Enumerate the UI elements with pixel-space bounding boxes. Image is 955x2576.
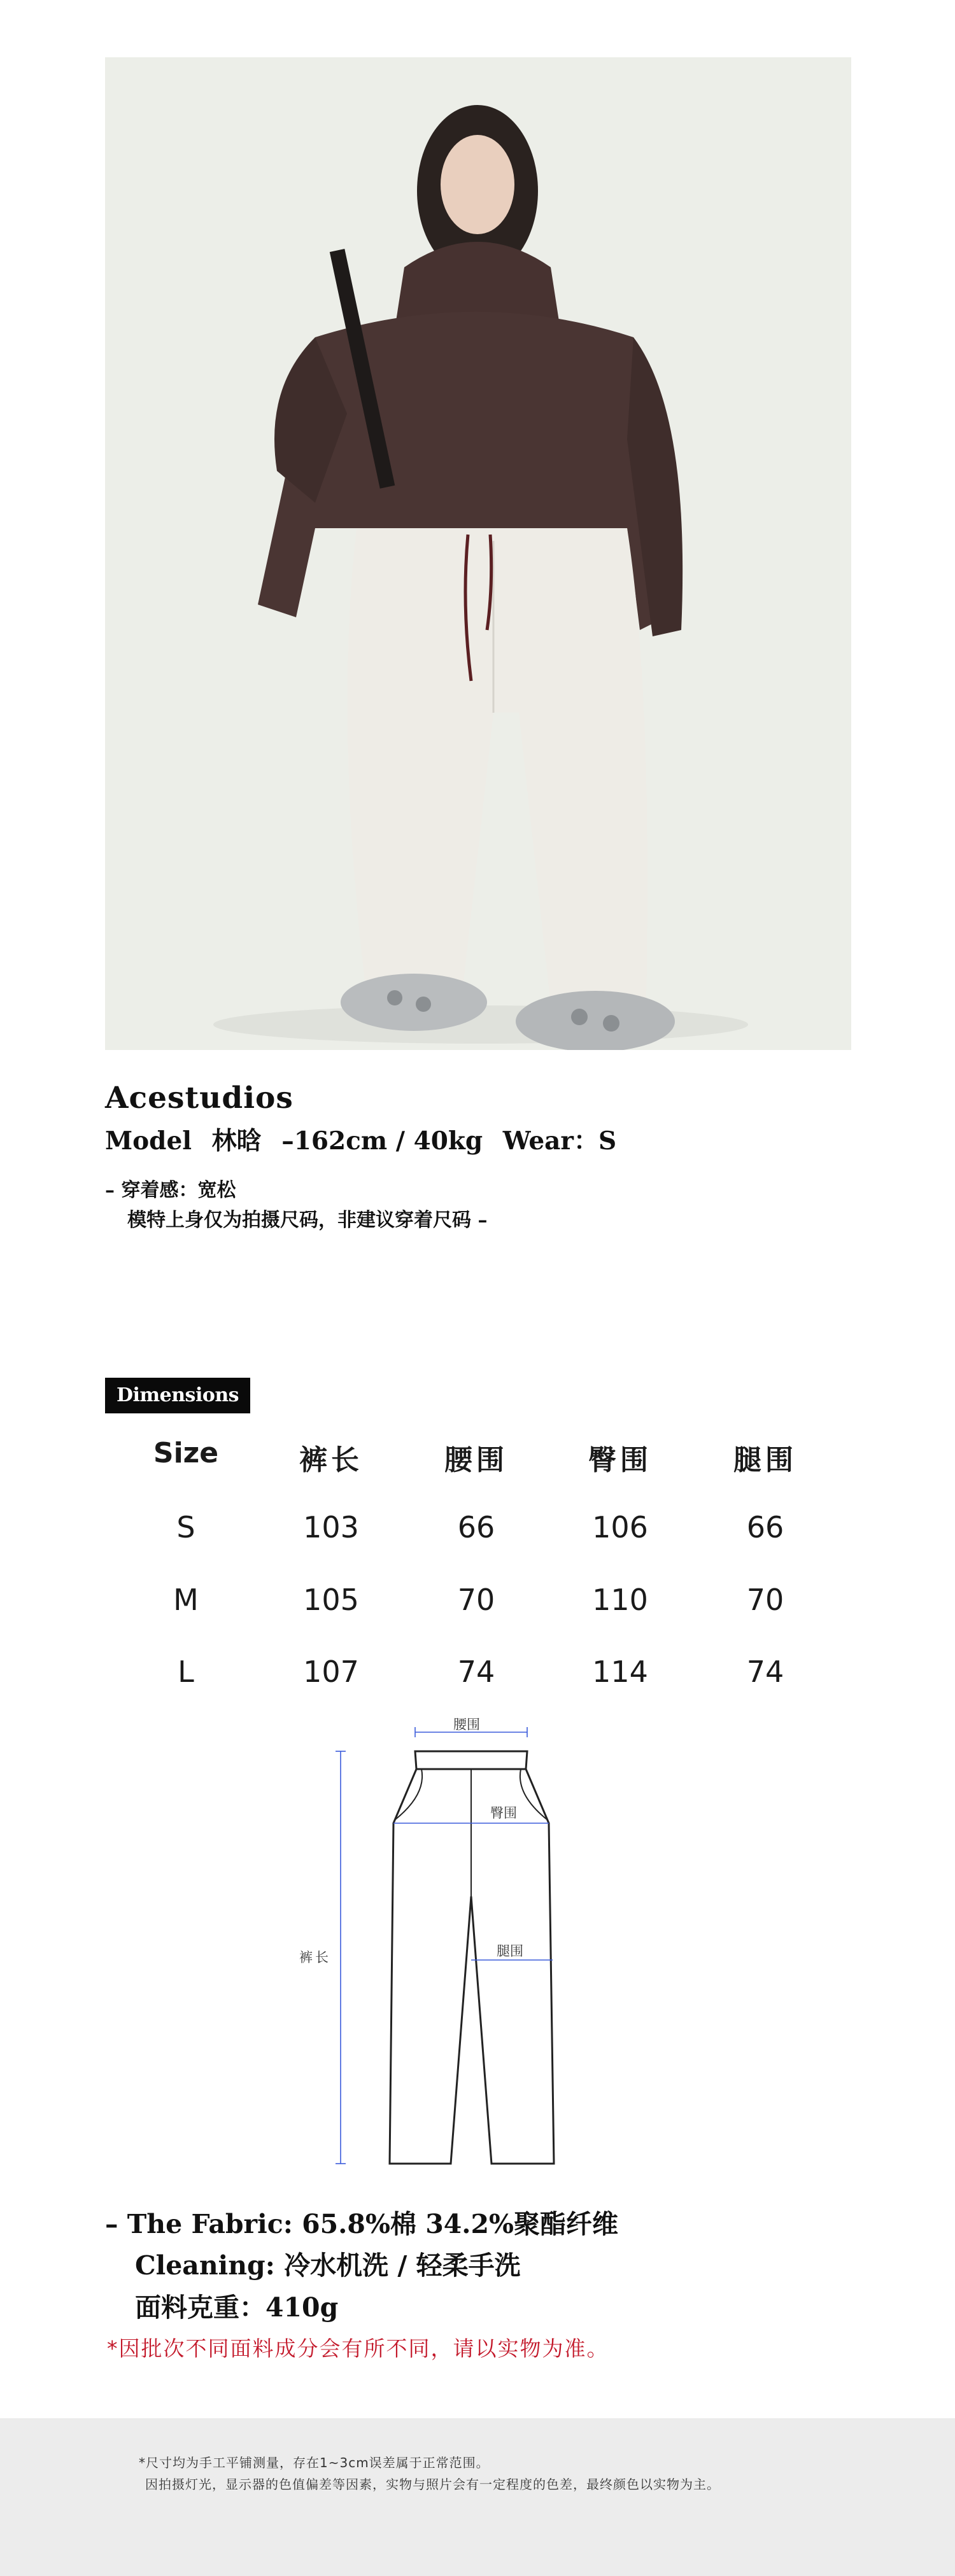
- measurement-diagram: [280, 1705, 598, 2183]
- table-header-hip: 臀围: [588, 1444, 652, 1476]
- table-cell: 66: [746, 1510, 784, 1544]
- table-cell: 70: [457, 1583, 495, 1617]
- table-header-size: Size: [153, 1437, 219, 1469]
- table-header-waist: 腰围: [444, 1444, 508, 1476]
- product-photo: [105, 57, 851, 1050]
- table-header-length: 裤长: [299, 1444, 363, 1476]
- pants-outline-icon: [280, 1705, 598, 2183]
- table-cell: 66: [457, 1510, 495, 1544]
- fabric-composition: – The Fabric: 65.8%棉 34.2%聚酯纤维: [105, 2209, 619, 2239]
- dimensions-tag: Dimensions: [105, 1378, 250, 1413]
- footer-color-note: 因拍摄灯光，显示器的色值偏差等因素，实物与照片会有一定程度的色差，最终颜色以实物为主。: [145, 2477, 720, 2492]
- length-label: 裤长: [299, 1950, 331, 1965]
- table-cell: M: [173, 1583, 199, 1617]
- waist-label: 腰围: [453, 1717, 480, 1732]
- model-wear-size: Wear：S: [502, 1126, 617, 1156]
- model-label: Model: [105, 1126, 192, 1156]
- table-cell: 114: [592, 1655, 648, 1689]
- size-note: 模特上身仅为拍摄尺码，非建议穿着尺码 –: [127, 1209, 488, 1231]
- model-info: [105, 1121, 628, 1157]
- cleaning-instructions: Cleaning: 冷水机洗 / 轻柔手洗: [135, 2250, 521, 2281]
- fabric-weight: 面料克重：410g: [135, 2292, 339, 2323]
- fit-note: – 穿着感：宽松: [105, 1179, 236, 1201]
- table-cell: 74: [457, 1655, 495, 1689]
- table-cell: 107: [303, 1655, 359, 1689]
- model-name: 林晗: [211, 1126, 262, 1156]
- brand-name: Acestudios: [105, 1081, 294, 1116]
- table-cell: 103: [303, 1510, 359, 1544]
- thigh-label: 腿围: [497, 1943, 523, 1959]
- model-wearing-pants-illustration: [105, 57, 851, 1050]
- table-cell: S: [176, 1510, 195, 1544]
- table-cell: 70: [746, 1583, 784, 1617]
- footer-notice: [0, 2418, 955, 2576]
- table-header-thigh: 腿围: [733, 1444, 797, 1476]
- table-cell: 74: [746, 1655, 784, 1689]
- table-cell: L: [178, 1655, 194, 1689]
- footer-measure-note: *尺寸均为手工平铺测量，存在1~3cm误差属于正常范围。: [139, 2455, 490, 2470]
- table-cell: 110: [592, 1583, 648, 1617]
- batch-warning: *因批次不同面料成分会有所不同，请以实物为准。: [107, 2336, 609, 2361]
- table-cell: 106: [592, 1510, 648, 1544]
- table-cell: 105: [303, 1583, 359, 1617]
- hip-label: 臀围: [490, 1805, 517, 1821]
- model-stats: –162cm / 40kg: [281, 1126, 483, 1156]
